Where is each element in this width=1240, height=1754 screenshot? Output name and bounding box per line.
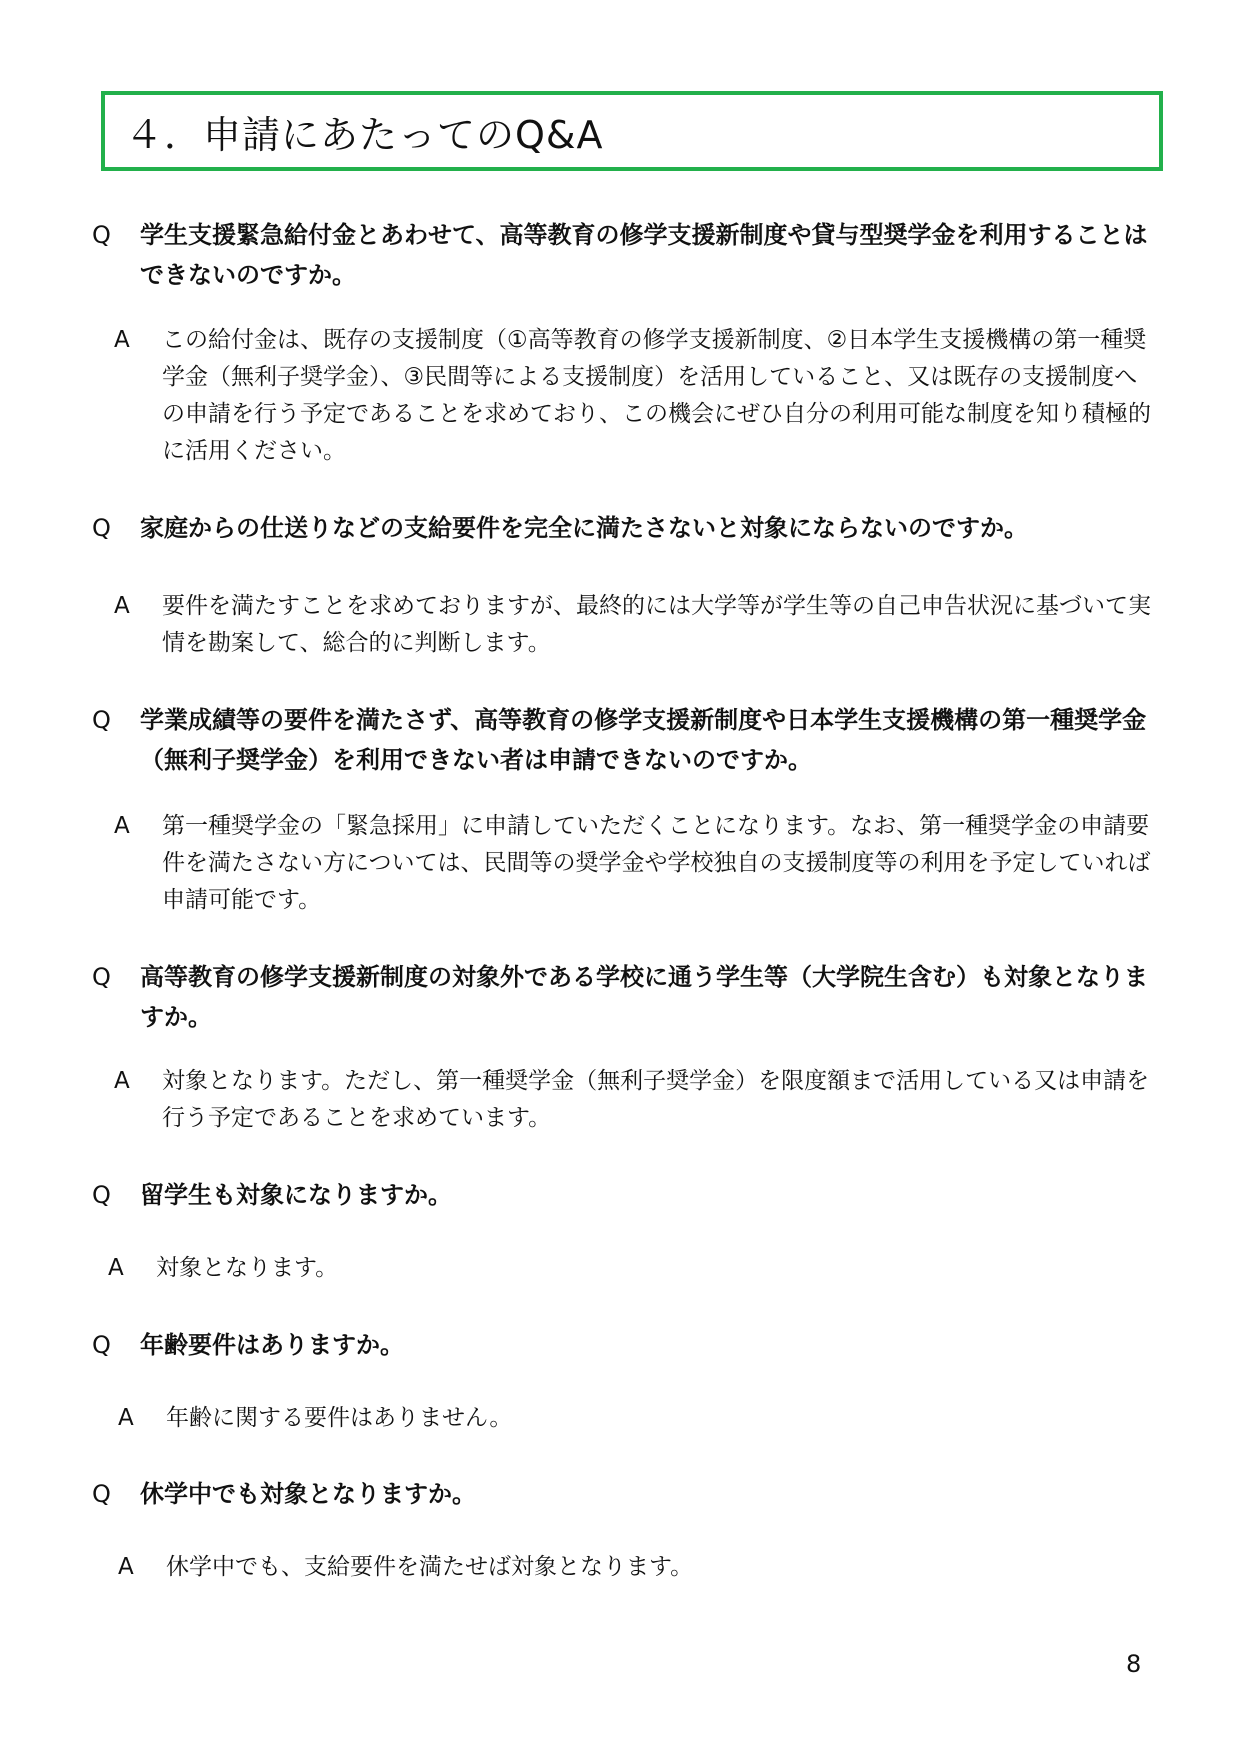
- question-mark: Q: [92, 514, 111, 542]
- answer-1: [114, 322, 1152, 470]
- page-number: 8: [1126, 1650, 1142, 1678]
- question-text: 留学生も対象になりますか。: [140, 1181, 452, 1209]
- question-1: [92, 215, 1152, 295]
- question-text: 学業成績等の要件を満たさず、高等教育の修学支援新制度や日本学生支援機構の第一種奨学金（無利子奨学金）を利用できない者は申請できないのですか。: [140, 706, 1147, 774]
- question-3: [92, 700, 1152, 780]
- answer-3: [114, 808, 1152, 919]
- question-mark: Q: [92, 1181, 111, 1209]
- answer-mark: A: [114, 1068, 130, 1094]
- answer-mark: A: [108, 1255, 124, 1281]
- answer-text: この給付金は、既存の支援制度（①高等教育の修学支援新制度、②日本学生支援機構の第一種奨学金（無利子奨学金）、③民間等による支援制度）を活用していること、又は既存の支援制度への申請を行う予定であることを求めており、この機会にぜひ自分の利用可能な制度を知り積極的に活用ください。: [162, 327, 1151, 464]
- section-title: ４．申請にあたってのQ&A: [125, 112, 604, 157]
- question-5: [92, 1175, 1152, 1215]
- answer-text: 要件を満たすことを求めておりますが、最終的には大学等が学生等の自己申告状況に基づいて実情を勘案して、総合的に判断します。: [162, 593, 1151, 656]
- question-text: 高等教育の修学支援新制度の対象外である学校に通う学生等（大学院生含む）も対象となりますか。: [140, 963, 1148, 1031]
- answer-2: [114, 588, 1152, 662]
- question-text: 休学中でも対象となりますか。: [140, 1480, 476, 1508]
- answer-mark: A: [114, 813, 130, 839]
- question-2: [92, 508, 1152, 548]
- answer-mark: A: [118, 1554, 134, 1580]
- question-text: 年齢要件はありますか。: [140, 1331, 404, 1359]
- question-4: [92, 957, 1152, 1037]
- question-mark: Q: [92, 706, 111, 734]
- question-7: [92, 1474, 1152, 1514]
- answer-7: [118, 1549, 1156, 1586]
- question-text: 家庭からの仕送りなどの支給要件を完全に満たさないと対象にならないのですか。: [140, 514, 1028, 542]
- question-text: 学生支援緊急給付金とあわせて、高等教育の修学支援新制度や貸与型奨学金を利用することはできないのですか。: [140, 221, 1148, 289]
- question-mark: Q: [92, 1480, 111, 1508]
- answer-4: [114, 1063, 1152, 1137]
- answer-5: [108, 1250, 1146, 1287]
- answer-mark: A: [114, 327, 130, 353]
- question-mark: Q: [92, 221, 111, 249]
- answer-6: [118, 1400, 1156, 1437]
- answer-text: 年齢に関する要件はありません。: [166, 1405, 513, 1431]
- answer-text: 休学中でも、支給要件を満たせば対象となります。: [166, 1554, 694, 1580]
- question-mark: Q: [92, 1331, 111, 1359]
- answer-text: 対象となります。ただし、第一種奨学金（無利子奨学金）を限度額まで活用している又は申請を行う予定であることを求めています。: [162, 1068, 1150, 1131]
- question-mark: Q: [92, 963, 111, 991]
- answer-text: 対象となります。: [156, 1255, 339, 1281]
- answer-text: 第一種奨学金の「緊急採用」に申請していただくことになります。なお、第一種奨学金の申請要件を満たさない方については、民間等の奨学金や学校独自の支援制度等の利用を予定していれば申請可能です。: [162, 813, 1151, 913]
- answer-mark: A: [114, 593, 130, 619]
- question-6: [92, 1325, 1152, 1365]
- answer-mark: A: [118, 1405, 134, 1431]
